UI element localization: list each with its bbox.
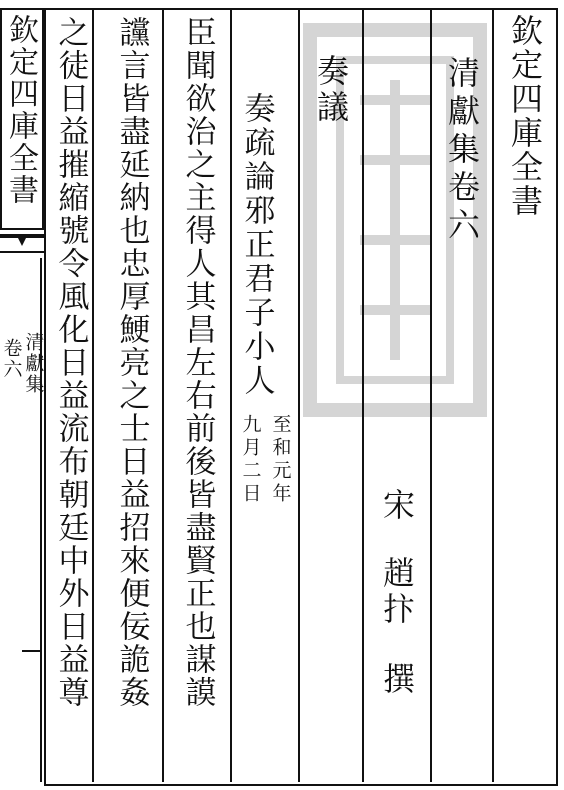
column-rule	[92, 8, 94, 782]
memorial-title: 奏疏論邪正君子小人	[238, 92, 275, 398]
column-rule	[430, 8, 432, 782]
author-name: 趙抃	[378, 556, 416, 628]
body-column-3: 之徒日益摧縮號令風化日益流布朝廷中外日益尊	[52, 16, 89, 709]
margin-title: 欽定四庫全書	[3, 14, 38, 206]
margin-book-name: 清獻集	[22, 332, 45, 395]
column-rule	[362, 8, 364, 782]
margin-rule	[40, 258, 42, 782]
fishtail-marker-icon	[0, 232, 44, 258]
column-rule	[298, 8, 300, 782]
body-column-1: 臣聞欲治之主得人其昌左右前後皆盡賢正也謀謨	[179, 16, 216, 709]
running-title: 欽定四庫全書	[506, 14, 544, 218]
column-rule	[230, 8, 232, 782]
section-heading: 奏議	[312, 54, 350, 126]
column-rule	[162, 8, 164, 782]
margin-tick	[22, 650, 42, 652]
date-note-left: 九月二日	[239, 414, 262, 506]
book-title-line: 清獻集卷六	[443, 56, 481, 246]
column-rule	[492, 8, 494, 782]
margin-chapter: 卷六	[0, 338, 23, 380]
author-role: 撰	[378, 662, 416, 694]
body-column-2: 讜言皆盡延納也忠厚鯁亮之士日益招來便佞詭姦	[113, 16, 150, 709]
date-note-right: 至和元年	[269, 414, 292, 506]
dynasty-label: 宋	[378, 488, 416, 520]
